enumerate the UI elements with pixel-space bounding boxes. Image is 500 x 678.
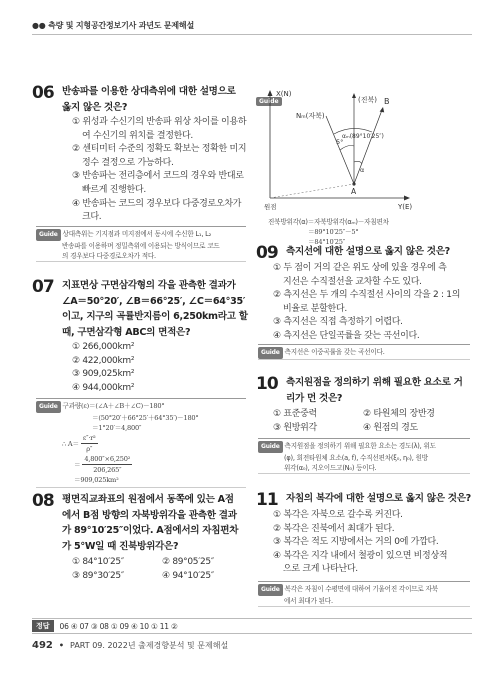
guide-11: Guide 복각은 자침이 수평면에 대하여 기울어진 각이므로 자북 에서 최대가 된다. (258, 581, 470, 607)
question-08 (32, 491, 54, 511)
guide-badge: Guide (36, 229, 61, 241)
question-07-text: 지표면상 구면삼각형의 각을 관측한 결과가 ∠A＝50°20′, ∠B＝66°25′, ∠C＝64°35′ 이고, 지구의 곡률반지름이 6,250km라고 할 때, 구면삼각형 ABC의 면적은? (62, 280, 248, 338)
option-4[interactable]: ④ 반송파는 코드의 경우보다 다중경로오차가 (72, 198, 242, 209)
x-axis-arrow (268, 90, 273, 96)
question-09 (256, 243, 278, 263)
option-2[interactable]: ② 측지선은 두 개의 수직절선 사이의 각을 2 : 1의 (273, 290, 461, 301)
point-a-label: A (351, 187, 357, 196)
option-3[interactable]: ③ 원방위각 (273, 422, 317, 433)
option-3[interactable]: ③ 측지선은 직접 측정하기 어렵다. (273, 317, 403, 328)
declination-arc (340, 146, 354, 151)
question-number: 07 (32, 277, 54, 297)
option-1[interactable]: ① 복각은 자북으로 갈수록 커진다. (273, 510, 403, 520)
option-2[interactable]: ② 타원체의 장반경 (363, 409, 435, 419)
running-header: ●● 측량 및 지형공간정보기사 과년도 문제해설 (32, 21, 194, 30)
question-08-options (72, 556, 252, 583)
question-10 (256, 374, 278, 394)
option-3[interactable]: ③ 89°30′25″ (72, 570, 124, 581)
question-06-options: ① 위성과 수신기의 반송파 위상 차이를 이용하 여 수신기의 위치를 결정한다. ② 센티미터 수준의 정확도 확보는 정확한 미지 정수 결정으로 가능하다. ③ 반송파는 전리층에서 코드의 경우와 반대로 빠르게 진행한다. ④ 반송파는 코드의 경우보다 다중경로오차가 크다. (72, 116, 252, 225)
option-4[interactable]: ④ 복각은 지각 내에서 철광이 있으면 비정상적 (273, 550, 448, 561)
true-north-arrow (352, 93, 356, 98)
option-3[interactable]: ③ 반송파는 전리층에서 코드의 경우와 반대로 (72, 171, 244, 182)
option-2[interactable]: ② 복각은 진북에서 최대가 된다. (273, 523, 395, 534)
origin-to-a-dashed (270, 184, 354, 198)
question-10-text: 측지원점을 정의하기 위해 필요한 요소로 거 리가 먼 것은? (286, 377, 463, 404)
option-2[interactable]: ② 센티미터 수준의 정확도 확보는 정확한 미지 (72, 144, 247, 155)
question-07 (32, 277, 54, 297)
guide-badge: Guide (258, 347, 283, 359)
guide-badge: Guide (256, 97, 282, 106)
option-4[interactable]: ④ 94°10′25″ (162, 570, 214, 581)
option-1[interactable]: ① 두 점이 거의 같은 위도 상에 있을 경우에 측 (273, 263, 447, 273)
question-09-options: ① 두 점이 거의 같은 위도 상에 있을 경우에 측 지선은 수직절선을 교차할 수도 있다. ② 측지선은 두 개의 수직절선 사이의 각을 2 : 1의 비율로 분할한다. ③ 측지선은 직접 측정하기 어렵다. ④ 측지선은 단일곡률을 갖는 곡선이다. (273, 262, 473, 344)
option-1[interactable]: ① 위성과 수신기의 반송파 위상 차이를 이용하 (72, 117, 247, 127)
question-11-options: ① 복각은 자북으로 갈수록 커진다. ② 복각은 진북에서 최대가 된다. ③ 복각은 적도 지방에서는 거의 0에 가깝다. ④ 복각은 지각 내에서 철광이 있으면 비정상적 으로 크게 나타난다. (273, 509, 473, 577)
guide-06: Guide 상대측위는 기지점과 미지점에서 동시에 수신한 L₁, L₂ 반송파를 이용하며 정밀측위에 이용되는 방식이므로 코드 의 경우보다 다중경로오차가 적다. (36, 226, 246, 262)
header-divider (32, 34, 472, 35)
question-number: 11 (256, 490, 278, 510)
question-09-text: 측지선에 대한 설명으로 옳지 않은 것은? (286, 246, 450, 257)
question-number: 09 (256, 243, 278, 263)
guide-10: Guide 측지원점을 정의하기 위해 필요한 요소는 경도(λ), 위도 (φ), 회전타원체 요소(a, f), 수직선편차(ξ₀, η₀), 원방 위각(α₀), 지오이드고(N₀) 등이다. (258, 438, 470, 474)
page-footer (32, 640, 228, 651)
answer-label: 정답 (32, 620, 54, 632)
magnetic-azimuth-label: αₘ(89°10′25″) (342, 133, 384, 140)
magnetic-north-label: Nₘ(자북) (296, 112, 325, 120)
question-10-options (273, 408, 473, 435)
question-08-text: 평면직교좌표의 원점에서 동쪽에 있는 A점 에서 B점 방향의 자북방위각을 관측한 결과 가 89°10′25″이었다. A점에서의 자침편차 가 5°W일 때 진북방위각은? (62, 494, 239, 552)
option-1[interactable]: ① 266,000km² (72, 342, 135, 352)
origin-label: 원점 (264, 203, 277, 211)
question-06-text: 반송파를 이용한 상대측위에 대한 설명으로 옳지 않은 것은? (62, 86, 236, 113)
option-3[interactable]: ③ 909,025km² (72, 369, 135, 380)
azimuth-diagram (256, 88, 426, 212)
answer-list: 06 ④ 07 ③ 08 ① 09 ④ 10 ① 11 ② (59, 621, 178, 631)
guide-07: Guide 구과량(ε)＝(∠A＋∠B＋∠C)－180° ＝(50°20′＋66°25′＋64°35′)－180° ＝1°20′＝4,800″ ∴ A＝ ε″·r² ρ″ ＝ 4,800″×6,250² 206,265″ ＝909,025km² (36, 398, 246, 488)
guide-09: Guide 측지선은 이중곡률을 갖는 곡선이다. (258, 344, 470, 360)
line-to-b (354, 110, 382, 184)
question-11-text: 자침의 복각에 대한 설명으로 옳지 않은 것은? (286, 493, 471, 504)
point-b-label: B (384, 97, 390, 106)
true-azimuth-label: α (360, 166, 365, 174)
guide-badge: Guide (258, 584, 283, 596)
b-arrow (380, 107, 385, 112)
option-4[interactable]: ④ 원점의 경도 (363, 422, 418, 433)
question-07-options (72, 341, 252, 395)
true-azimuth-arc (354, 161, 362, 164)
option-2[interactable]: ② 89°05′25″ (162, 557, 214, 567)
answer-bar (32, 618, 472, 634)
footer-title: PART 09. 2022년 출제경향분석 및 문제해설 (70, 641, 229, 650)
guide-08-formula: 진북방위각(α)＝자북방위각(αₘ)－자침편차 ＝89°10′25″－5° ＝84°10′25″ (268, 218, 389, 246)
question-number: 10 (256, 374, 278, 394)
option-1[interactable]: ① 84°10′25″ (72, 557, 124, 567)
option-2[interactable]: ② 422,000km² (72, 355, 135, 366)
true-north-label: (진북) (358, 96, 377, 104)
question-number: 08 (32, 491, 54, 511)
footer-separator: • (58, 641, 64, 650)
x-axis-label: X(N) (276, 90, 292, 98)
question-number: 06 (32, 83, 54, 103)
question-06 (32, 83, 54, 103)
option-1[interactable]: ① 표준중력 (273, 409, 317, 419)
option-3[interactable]: ③ 복각은 적도 지방에서는 거의 0에 가깝다. (273, 537, 439, 548)
option-4[interactable]: ④ 944,000km² (72, 382, 135, 393)
option-4[interactable]: ④ 측지선은 단일곡률을 갖는 곡선이다. (273, 330, 420, 341)
page-number: 492 (32, 640, 53, 651)
guide-badge: Guide (258, 441, 283, 453)
y-axis-label: Y(E) (398, 203, 413, 211)
question-11 (256, 490, 278, 510)
y-axis-arrow (404, 196, 410, 201)
declination-label: 5° (336, 138, 344, 146)
guide-badge: Guide (36, 401, 61, 413)
